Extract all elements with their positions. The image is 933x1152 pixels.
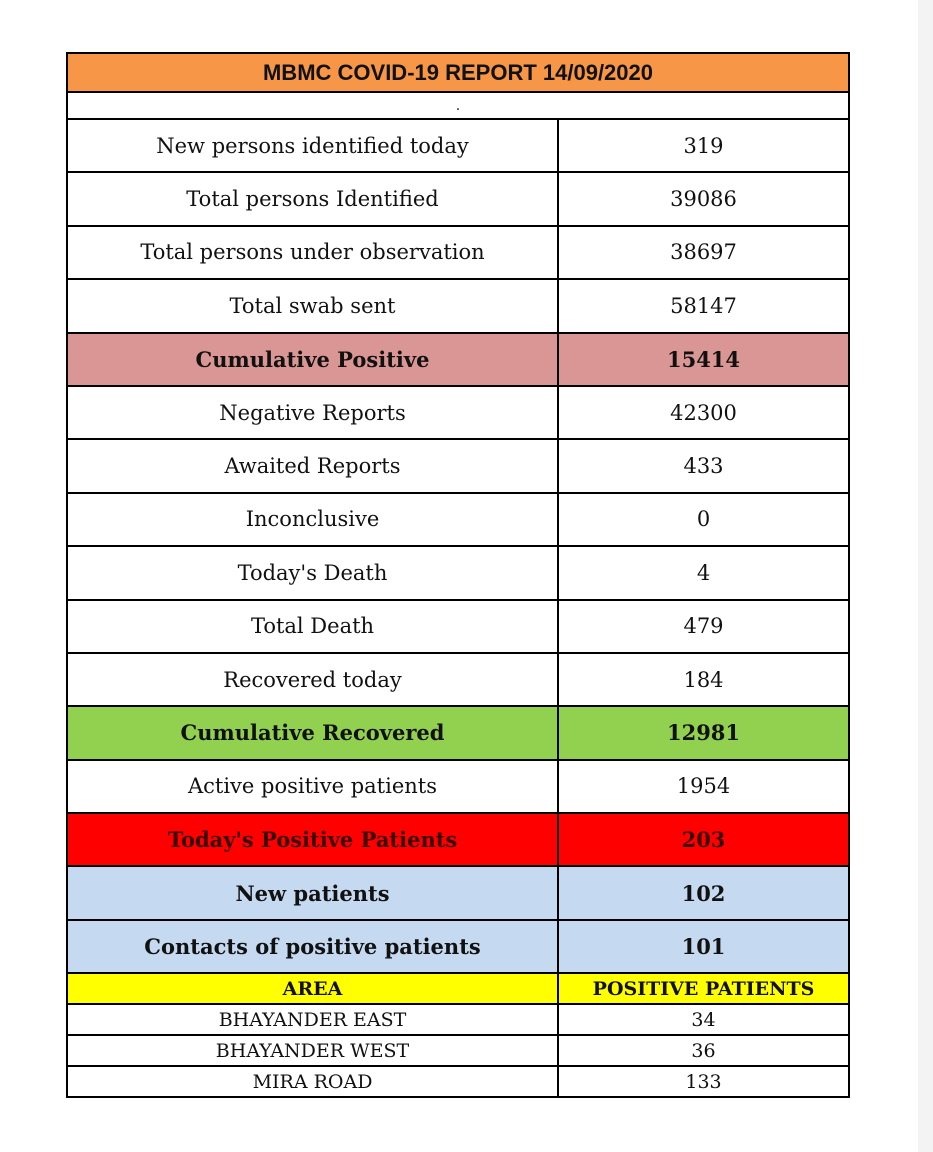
stat-row-under-observation	[68, 227, 848, 280]
stat-row-cumulative-recovered	[68, 707, 848, 760]
stat-row-negative-reports	[68, 387, 848, 440]
area-row	[68, 1067, 848, 1098]
stat-value: 479	[683, 614, 724, 639]
area-row	[68, 1036, 848, 1067]
area-name: BHAYANDER WEST	[68, 1036, 559, 1065]
stat-value: 184	[683, 667, 724, 692]
stat-value: 58147	[670, 293, 737, 318]
area-count: 34	[691, 1008, 716, 1031]
stat-label: Total swab sent	[68, 280, 559, 331]
stat-label: Recovered today	[68, 654, 559, 705]
stat-row-total-death	[68, 601, 848, 654]
stat-row-contacts	[68, 921, 848, 974]
stat-row-swab-sent	[68, 280, 848, 333]
stat-value: 4	[696, 560, 711, 585]
area-table-header	[68, 974, 848, 1005]
stat-row-todays-death	[68, 547, 848, 600]
stat-value: 101	[681, 934, 726, 960]
stat-row-awaited-reports	[68, 440, 848, 493]
stat-value: 102	[681, 880, 726, 906]
area-name: BHAYANDER EAST	[68, 1005, 559, 1034]
stat-label: Total persons under observation	[68, 227, 559, 278]
stat-row-new-patients	[68, 867, 848, 920]
stat-row-active-positive	[68, 761, 848, 814]
page-edge-shadow	[918, 0, 933, 1152]
stat-label: New persons identified today	[68, 120, 559, 171]
stat-label: Negative Reports	[68, 387, 559, 438]
stat-label: Contacts of positive patients	[68, 921, 559, 972]
stat-row-inconclusive	[68, 494, 848, 547]
stat-value: 1954	[676, 774, 731, 799]
stat-label: Inconclusive	[68, 494, 559, 545]
area-row	[68, 1005, 848, 1036]
stat-row-todays-positive	[68, 814, 848, 867]
stat-label: Today's Death	[68, 547, 559, 598]
stat-row-recovered-today	[68, 654, 848, 707]
covid-report-table	[66, 52, 850, 1098]
dot-mark: .	[455, 97, 461, 114]
stat-label: Cumulative Positive	[68, 334, 559, 385]
positive-patients-column-header: POSITIVE PATIENTS	[592, 977, 815, 1000]
stat-value: 12981	[666, 720, 741, 746]
stat-value: 38697	[670, 240, 737, 265]
report-title: MBMC COVID-19 REPORT 14/09/2020	[68, 54, 848, 93]
stat-value: 0	[696, 507, 711, 532]
stat-value: 203	[681, 827, 726, 853]
stat-label: Total persons Identified	[68, 173, 559, 224]
stat-value: 15414	[666, 346, 741, 372]
stat-label: Cumulative Recovered	[68, 707, 559, 758]
stat-label: New patients	[68, 867, 559, 918]
stat-value: 42300	[670, 400, 737, 425]
area-column-header: AREA	[68, 974, 559, 1003]
stat-row-new-persons	[68, 120, 848, 173]
stat-value: 433	[683, 454, 724, 479]
area-count: 36	[691, 1039, 716, 1062]
stat-label: Today's Positive Patients	[68, 814, 559, 865]
stat-value: 319	[683, 133, 724, 158]
blank-row	[68, 93, 848, 120]
stat-label: Active positive patients	[68, 761, 559, 812]
stat-label: Awaited Reports	[68, 440, 559, 491]
stat-label: Total Death	[68, 601, 559, 652]
stat-row-total-identified	[68, 173, 848, 226]
stat-row-cumulative-positive	[68, 334, 848, 387]
area-count: 133	[685, 1070, 722, 1093]
stat-value: 39086	[670, 187, 737, 212]
area-name: MIRA ROAD	[68, 1067, 559, 1096]
